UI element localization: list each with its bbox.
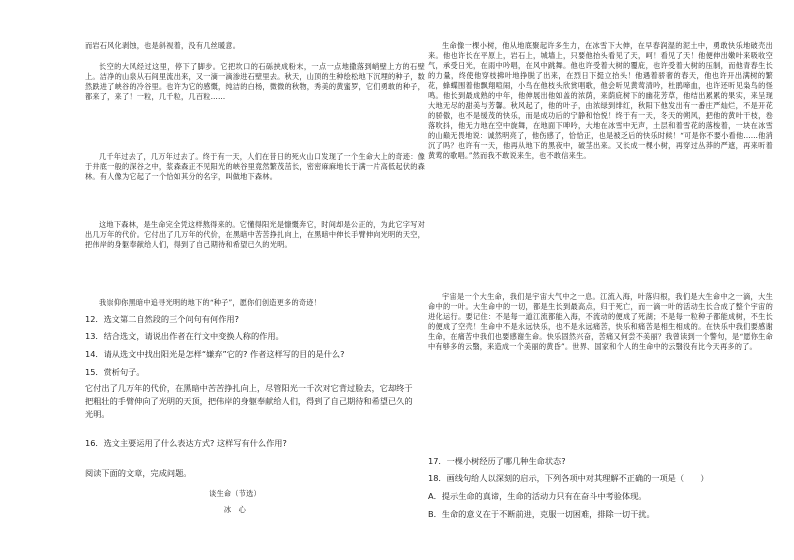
article-author: 冰 心 [223, 505, 247, 514]
right-paragraph-a: 生命像一棵小树，他从地底聚起许多生力，在冰雪下大伸，在早春润湿的泥土中，勇敢快乐地破壳出来。他也许长在平原上，岩石上，城墙上，只要他抬头看见了天，呵！看见了天！他便伸出嫩叶来吸收空气，承受日光，在雨中吟唱，在风中跳舞。他也许受着大树的覆庇，也许受着大树的压制，而他青春生长的力量，终使他穿枝拂叶地挣脱了出来，在烈日下挺立抬头！他遇着骄奢的春天，他也许开出满树的繁花，蜂蝶围着他飘翔喧闹，小鸟在他枝头欣赏唱歌，他会听见黄莺清吟，杜鹃啼血，也许还听见枭鸟的怪鸣。他长到最成熟的中年，他伸展出他如盖的浓荫，来荫庇树下的幽花芳草，他结出累累的果实，来呈现大地无尽的甜美与芳馨。秋风起了，他的叶子，由浓绿到绯红，秋阳下他发出有一番庄严灿烂，不是开花的骄傲，也不是缓茂的快乐，而是成功后的宁静和怡悦！终于有一天，冬天的朔风，把他的黄叶干枝，卷落吹抖，他无力地在空中旋舞，在地面下呻吟，大地在冰雪中无声，土层和着雪花的落梭着，一块在冰雪的山巅无畏地说：诚然明亮了，他伤感了，恰恰正，也是被乏后的快乐时候！“可是你不要小看他……他消沉了吗？也许有一天，他再从地下的黑夜中，破茎出来。又长成一棵小树，再穿过丛莽的严遮，再来听着黄莺的歌唱。”然而我不敢说来生，也不敢信来生。 [428, 41, 773, 160]
question-13: 13．结合选文，请说出作者在行文中变换人称的作用。 [85, 331, 284, 341]
question-12: 12．选文第二自然段的三个问句有何作用? [85, 314, 239, 324]
reading-instruction: 阅读下面的文章，完成问题。 [85, 468, 192, 478]
left-paragraph-e: 我崇仰你黑暗中追寻光明的地下的“种子”，愿你们创造更多的奇迹！ [99, 298, 321, 307]
option-a: A．提示生命的真谛，生命的活动力只有在奋斗中考验体现。 [428, 491, 647, 501]
left-paragraph-c: 几千年过去了，几万年过去了。终于有一天，人们在昔日的死火山口发现了一个生命大上的奇迹：像于井底一般的深谷之中，浆森森正不见阳光的峡谷里竟然繁茂茁长，密密麻麻地长于满一片高低起伏的森林。有人像为它起了一个恰如其分的名字，叫做地下森林。 [85, 152, 425, 181]
question-14: 14．请从选文中找出阳光是怎样“嫌弃”它的? 作者这样写的目的是什么? [85, 349, 345, 359]
option-b: B．生命的意义在于不断前进，克服一切困难，排除一切干扰。 [428, 509, 655, 519]
left-paragraph-d: 这地下森林，是生命完全凭这样熬得来的。它懂得阳光是慷慨奔它，时间却是公正的，为此它字写对出几万年的代价。它付出了几万年的代价，在黑暗中苦苦挣扎向上，在黑暗中伸长手臂伸向光明的天空，把伟岸的身躯奉献给人们，得到了自己期待和希望已久的光明。 [85, 220, 425, 249]
question-15: 15．赏析句子。 [85, 367, 145, 377]
question-18: 18．画线句给人以深刻的启示，下列各项中对其理解不正确的一项是（ ） [428, 473, 709, 483]
article-title: 谈生命（节选） [209, 489, 261, 498]
left-paragraph-a: 而岩石风化剥蚀，也是斜视着，没有几丝暖意。 [85, 41, 241, 50]
right-paragraph-b: 宇宙是一个大生命，我们是宇宙大气中之一息。江流入海，叶落归根，我们是大生命中之一滴，大生命中的一叶。大生命中的一切，都是生长到最高点，归于死亡，而一滴一叶的活动生长合成了整个宇宙的进化运行。要记住：不是每一道江流都能入海，不流动的便成了死湖；不是每一粒种子都能成树，不生长的便成了空壳！生命中不是永远快乐，也不是永远痛苦，快乐和痛苦是相生相成的。在快乐中我们要感谢生命，在痛苦中我们也要感谢生命。快乐固然兴奋，苦痛又何尝不美丽？我曾读到一个警句，是“愿你生命中有够多的云翳，来造成一个美丽的黄昏”。世界、国家和个人的生命中的云翳没有比今天再多的了。 [428, 292, 773, 351]
left-paragraph-b: 长空的大风经过这里，停下了脚步。它把坎口的石砾挟成粉末，一点一点地撒落到峭壁上方的石壁上。洁净的山泉从石间里流出来，又一滴一滴渗进石壁里去。秋天，山顶的生种绘松地下沉埋的种子，数然跌进了峡谷的冷谷里。也许为它的感慨，纯洁的白杨，微微的秋物，秀美的黄蜜罗，它们勇敢的种子，都来了，来了！一粒，几千粒，几百粒…… [85, 62, 425, 101]
question-15-text: 它付出了几万年的代价，在黑暗中苦苦挣扎向上，尽管阳光一千次对它背过脸去，它却终于把粗壮的手臂伸向了光明的天顶，把伟岸的身躯奉献给人们，得到了自己期待和希望已久的光明。 [85, 383, 413, 419]
question-16: 16．选文主要运用了什么表达方式? 这样写有什么作用? [85, 438, 287, 448]
question-17: 17．一棵小树经历了哪几种生命状态? [428, 456, 566, 466]
